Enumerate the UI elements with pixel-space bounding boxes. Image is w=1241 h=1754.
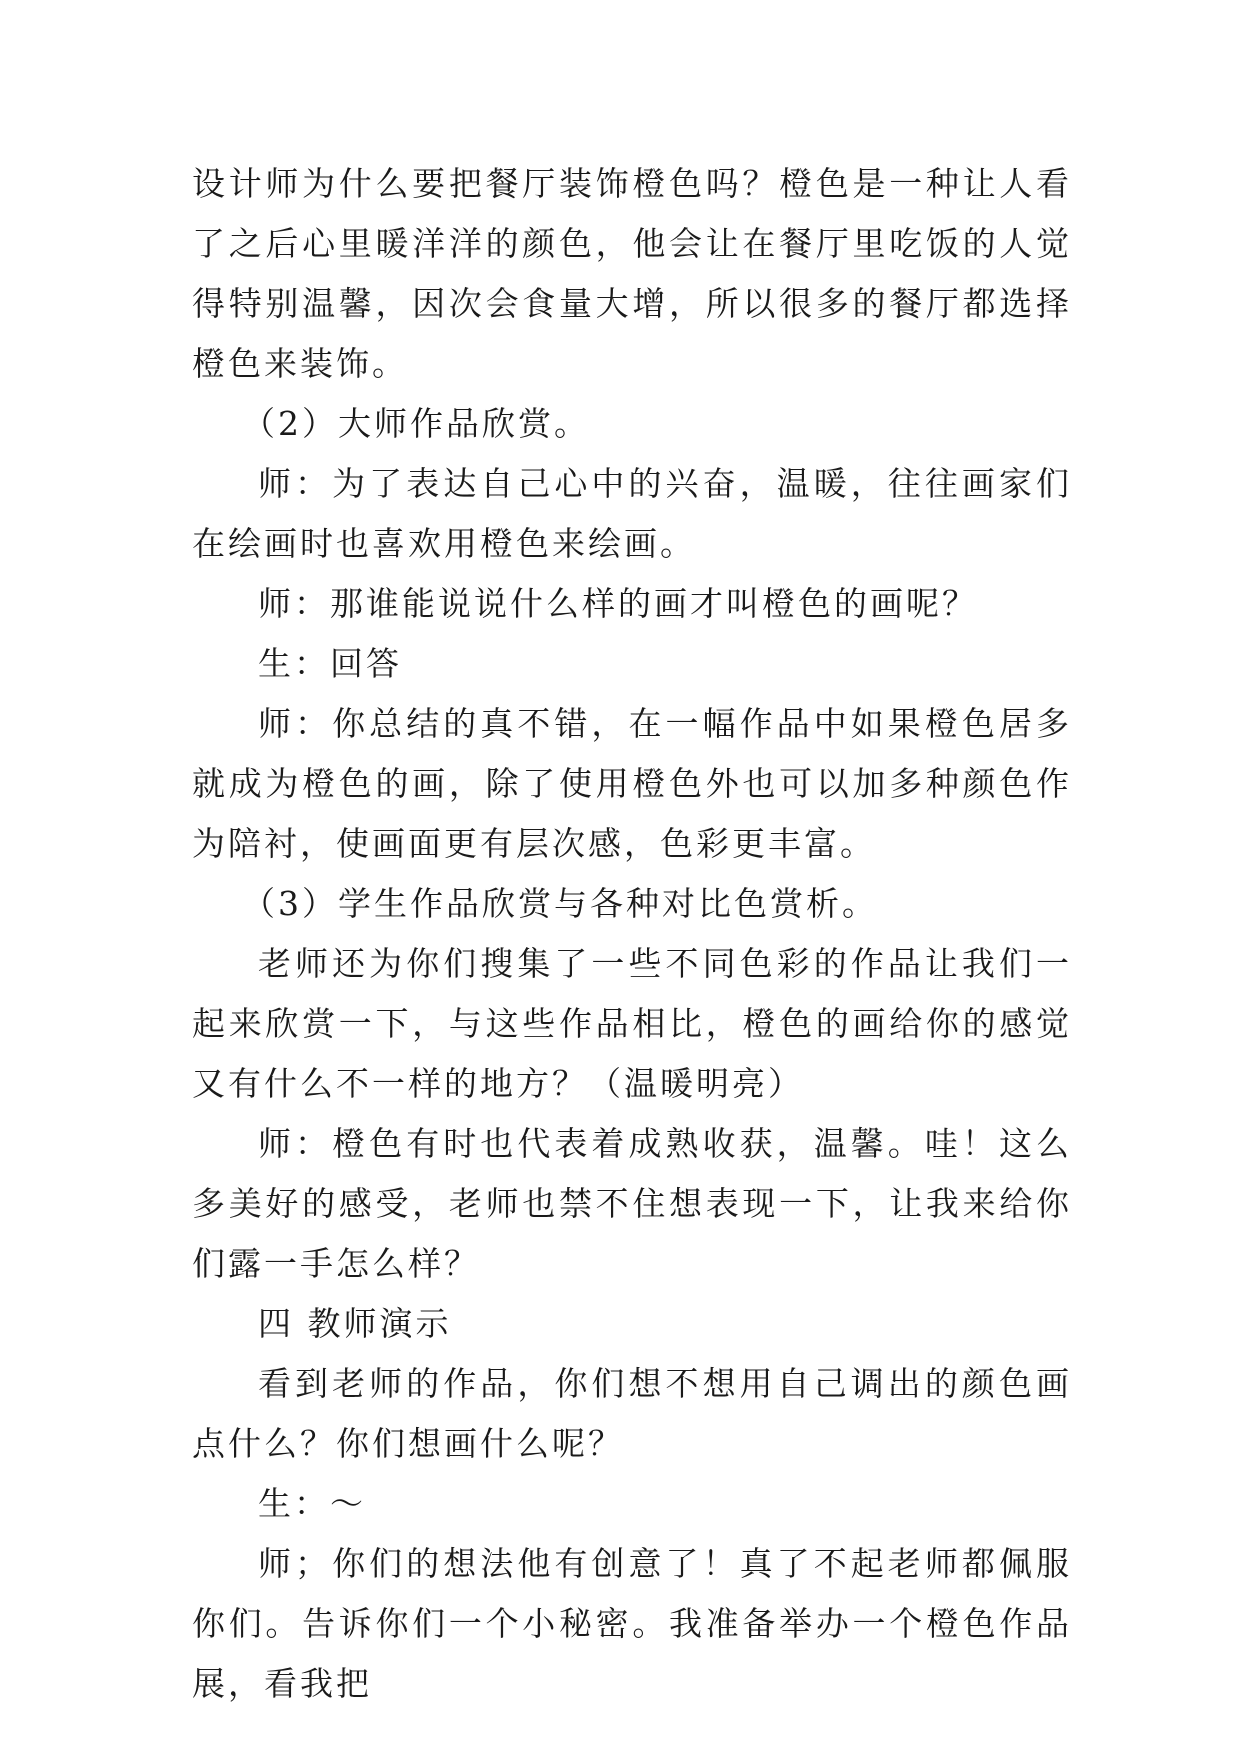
paragraph-teacher: 师：那谁能说说什么样的画才叫橙色的画呢？ [258, 584, 978, 623]
section-heading-demo: 四 教师演示 [258, 1304, 452, 1343]
paragraph-teacher: 师；你们的想法他有创意了！真了不起老师都佩服你们。告诉你们一个小秘密。我准备举办一个橙色作品展，看我把 [192, 1544, 1072, 1703]
paragraph-teacher: 老师还为你们搜集了一些不同色彩的作品让我们一起来欣赏一下，与这些作品相比，橙色的画给你的感觉又有什么不一样的地方？（温暖明亮） [192, 944, 1072, 1103]
paragraph-teacher: 看到老师的作品，你们想不想用自己调出的颜色画点什么？你们想画什么呢？ [192, 1364, 1072, 1463]
subheading-student-works: （3）学生作品欣赏与各种对比色赏析。 [242, 884, 878, 923]
paragraph-student: 生：～ [258, 1484, 366, 1523]
subheading-master-works: （2）大师作品欣赏。 [242, 404, 590, 443]
paragraph-teacher: 师：为了表达自己心中的兴奋，温暖，往往画家们在绘画时也喜欢用橙色来绘画。 [192, 464, 1072, 563]
paragraph-teacher: 师：你总结的真不错，在一幅作品中如果橙色居多就成为橙色的画，除了使用橙色外也可以加多种颜色作为陪衬，使画面更有层次感，色彩更丰富。 [192, 704, 1072, 863]
paragraph-continued: 设计师为什么要把餐厅装饰橙色吗？橙色是一种让人看了之后心里暖洋洋的颜色，他会让在餐厅里吃饭的人觉得特别温馨，因次会食量大增，所以很多的餐厅都选择橙色来装饰。 [192, 164, 1072, 383]
paragraph-teacher: 师：橙色有时也代表着成熟收获，温馨。哇！这么多美好的感受，老师也禁不住想表现一下，让我来给你们露一手怎么样？ [192, 1124, 1072, 1283]
body-text [192, 154, 1072, 1714]
paragraph-student: 生：回答 [258, 644, 402, 683]
